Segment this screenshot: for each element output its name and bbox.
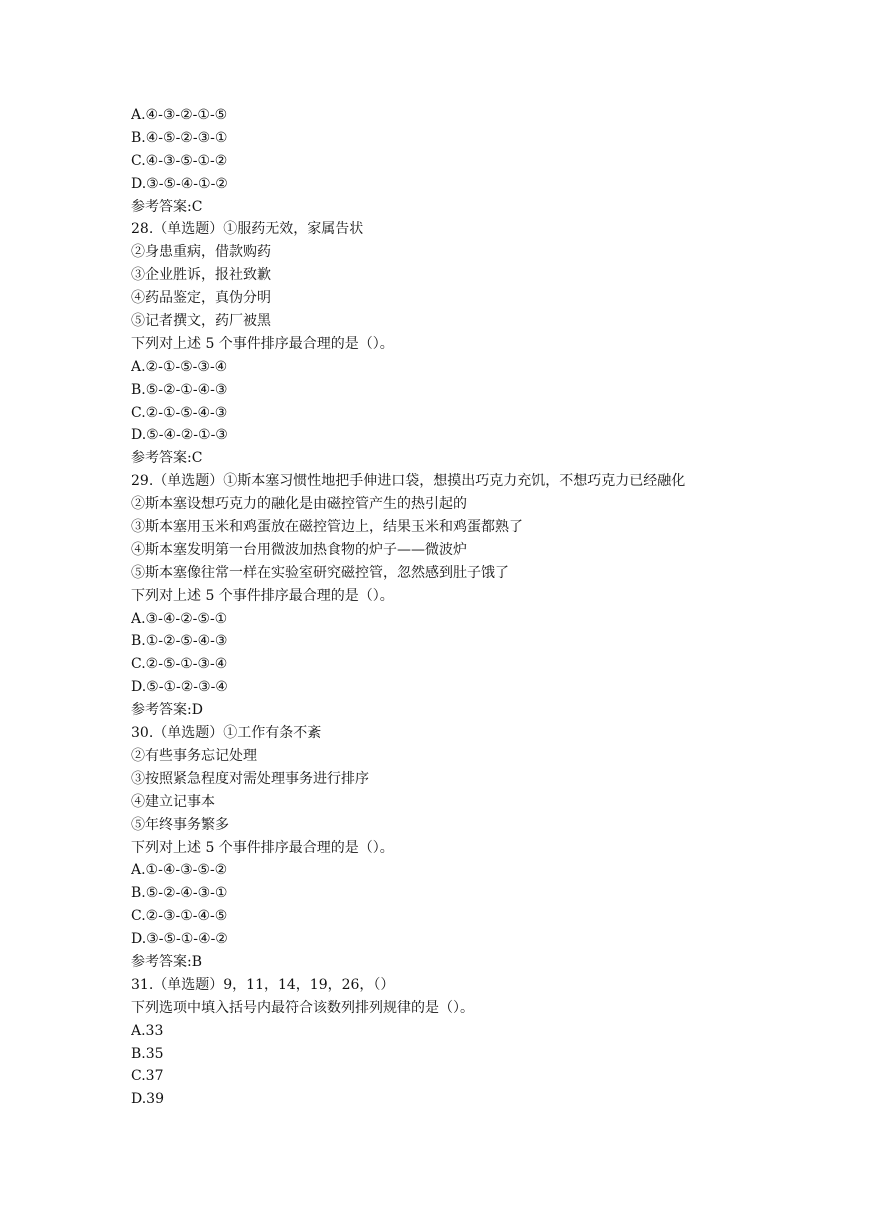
event-line: ⑤斯本塞像往常一样在实验室研究磁控管，忽然感到肚子饿了 [131,564,509,581]
option-line: B.①-②-⑤-④-③ [131,633,228,650]
option-line: A.④-③-②-①-⑤ [131,107,228,123]
answer-line: 参考答案:B [131,953,203,970]
option-line: A.①-④-③-⑤-② [131,862,228,879]
option-line: C.②-①-⑤-④-③ [131,404,228,421]
option-line: C.④-③-⑤-①-② [131,152,228,169]
option-line: A.33 [131,1022,164,1039]
option-line: B.⑤-②-①-④-③ [131,381,228,398]
question-prompt: 下列对上述 5 个事件排序最合理的是（）。 [131,335,394,352]
event-line: ⑤年终事务繁多 [131,816,229,833]
option-line: B.35 [131,1045,164,1062]
answer-line: 参考答案:C [131,198,203,215]
event-line: ⑤记者撰文，药厂被黑 [131,313,271,330]
option-line: C.②-③-①-④-⑤ [131,908,228,925]
question-title: 29.（单选题）①斯本塞习惯性地把手伸进口袋，想摸出巧克力充饥，不想巧克力已经融化 [131,473,686,490]
answer-line: 参考答案:D [131,702,203,719]
question-text-block [131,104,771,1111]
option-line: D.39 [131,1091,164,1108]
question-prompt: 下列对上述 5 个事件排序最合理的是（）。 [131,587,394,604]
question-prompt: 下列对上述 5 个事件排序最合理的是（）。 [131,839,394,856]
question-title: 31.（单选题）9，11，14，19，26，（） [131,976,395,993]
option-line: C.37 [131,1068,164,1085]
option-line: A.②-①-⑤-③-④ [131,358,228,375]
answer-line: 参考答案:C [131,450,203,467]
option-line: D.③-⑤-①-④-② [131,931,228,948]
event-line: ②有些事务忘记处理 [131,747,257,764]
question-prompt: 下列选项中填入括号内最符合该数列排列规律的是（）。 [131,999,474,1016]
question-title: 30.（单选题）①工作有条不紊 [131,725,322,742]
event-line: ②身患重病，借款购药 [131,244,271,261]
event-line: ②斯本塞设想巧克力的融化是由磁控管产生的热引起的 [131,496,467,513]
question-title: 28.（单选题）①服药无效，家属告状 [131,221,364,238]
option-line: D.⑤-①-②-③-④ [131,679,228,696]
event-line: ④建立记事本 [131,793,215,810]
option-line: A.③-④-②-⑤-① [131,610,228,627]
event-line: ③按照紧急程度对需处理事务进行排序 [131,770,369,787]
option-line: C.②-⑤-①-③-④ [131,656,228,673]
option-line: D.⑤-④-②-①-③ [131,427,228,444]
event-line: ④斯本塞发明第一台用微波加热食物的炉子——微波炉 [131,541,467,558]
event-line: ④药品鉴定，真伪分明 [131,290,271,307]
option-line: D.③-⑤-④-①-② [131,175,228,192]
event-line: ③企业胜诉，报社致歉 [131,267,271,284]
option-line: B.⑤-②-④-③-① [131,885,228,902]
option-line: B.④-⑤-②-③-① [131,129,228,146]
event-line: ③斯本塞用玉米和鸡蛋放在磁控管边上，结果玉米和鸡蛋都熟了 [131,519,523,536]
